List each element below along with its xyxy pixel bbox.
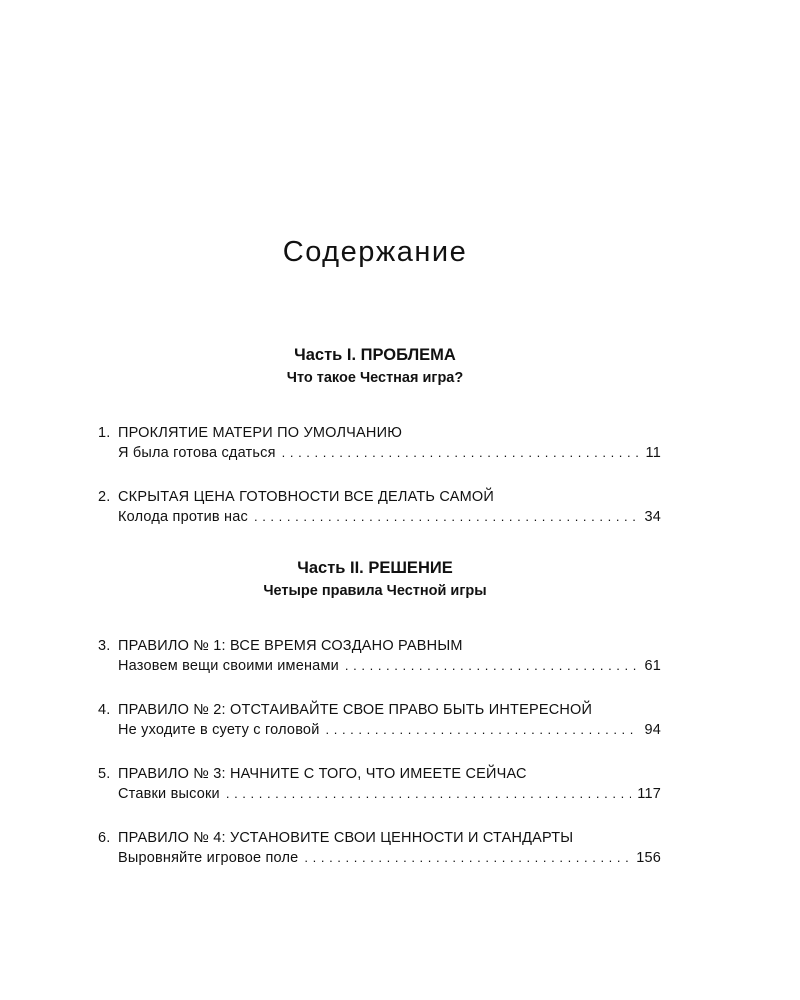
page-number: 117: [637, 786, 661, 802]
chapter-number: 2.: [98, 489, 111, 505]
part-subtitle: Что такое Честная игра?: [286, 370, 464, 386]
chapter-subtitle: Назовем вещи своими именами: [118, 658, 339, 674]
dot-leader: [282, 443, 640, 463]
chapter-number: 4.: [98, 702, 111, 718]
chapter-heading: [98, 487, 661, 507]
chapter-subtitle-line: [118, 507, 661, 527]
chapter-subtitle: Я была готова сдаться: [118, 445, 276, 461]
dot-leader: [226, 784, 631, 804]
chapter-title: СКРЫТАЯ ЦЕНА ГОТОВНОСТИ ВСЕ ДЕЛАТЬ САМОЙ: [118, 489, 494, 505]
page-number: 156: [636, 850, 661, 866]
chapter-subtitle: Не уходите в суету с головой: [118, 722, 320, 738]
chapter-title: ПРАВИЛО № 1: ВСЕ ВРЕМЯ СОЗДАНО РАВНЫМ: [118, 638, 463, 654]
chapter-heading: [98, 828, 661, 848]
part-subtitle: Четыре правила Честной игры: [263, 583, 487, 599]
dot-leader: [326, 720, 639, 740]
chapter-heading: [98, 764, 661, 784]
chapter-subtitle: Ставки высоки: [118, 786, 220, 802]
chapter-heading: [98, 423, 661, 443]
chapter-number: 5.: [98, 766, 111, 782]
chapter-subtitle: Колода против нас: [118, 509, 248, 525]
chapter-title: ПРАВИЛО № 4: УСТАНОВИТЕ СВОИ ЦЕННОСТИ И СТАНДАРТЫ: [118, 830, 574, 846]
chapter-number: 1.: [98, 425, 111, 441]
part-heading-1: [0, 346, 750, 386]
chapter-subtitle-line: [118, 784, 661, 804]
chapter-subtitle-line: [118, 443, 661, 463]
page-number: 61: [644, 658, 661, 674]
chapter-subtitle-line: [118, 656, 661, 676]
page-title: Содержание: [282, 236, 468, 268]
part-title: Часть I. ПРОБЛЕМА: [294, 346, 456, 364]
toc-entry[interactable]: [98, 764, 661, 804]
part-heading-2: [0, 559, 750, 599]
chapter-title: ПРОКЛЯТИЕ МАТЕРИ ПО УМОЛЧАНИЮ: [118, 425, 403, 441]
toc-entry[interactable]: [98, 487, 661, 527]
dot-leader: [345, 656, 639, 676]
chapter-number: 6.: [98, 830, 111, 846]
page-number: 94: [644, 722, 661, 738]
toc-entry[interactable]: [98, 700, 661, 740]
toc-entry[interactable]: [98, 828, 661, 868]
chapter-heading: [98, 636, 661, 656]
toc-entry[interactable]: [98, 423, 661, 463]
part-title: Часть II. РЕШЕНИЕ: [297, 559, 453, 577]
dot-leader: [304, 848, 630, 868]
chapter-subtitle-line: [118, 848, 661, 868]
dot-leader: [254, 507, 638, 527]
chapter-number: 3.: [98, 638, 111, 654]
page-number: 11: [645, 445, 661, 461]
page-number: 34: [644, 509, 661, 525]
chapter-subtitle: Выровняйте игровое поле: [118, 850, 299, 866]
chapter-subtitle-line: [118, 720, 661, 740]
chapter-heading: [98, 700, 661, 720]
toc-entry[interactable]: [98, 636, 661, 676]
chapter-title: ПРАВИЛО № 2: ОТСТАИВАЙТЕ СВОЕ ПРАВО БЫТЬ ИНТЕРЕСНОЙ: [118, 702, 593, 718]
chapter-title: ПРАВИЛО № 3: НАЧНИТЕ С ТОГО, ЧТО ИМЕЕТЕ СЕЙЧАС: [118, 766, 527, 782]
